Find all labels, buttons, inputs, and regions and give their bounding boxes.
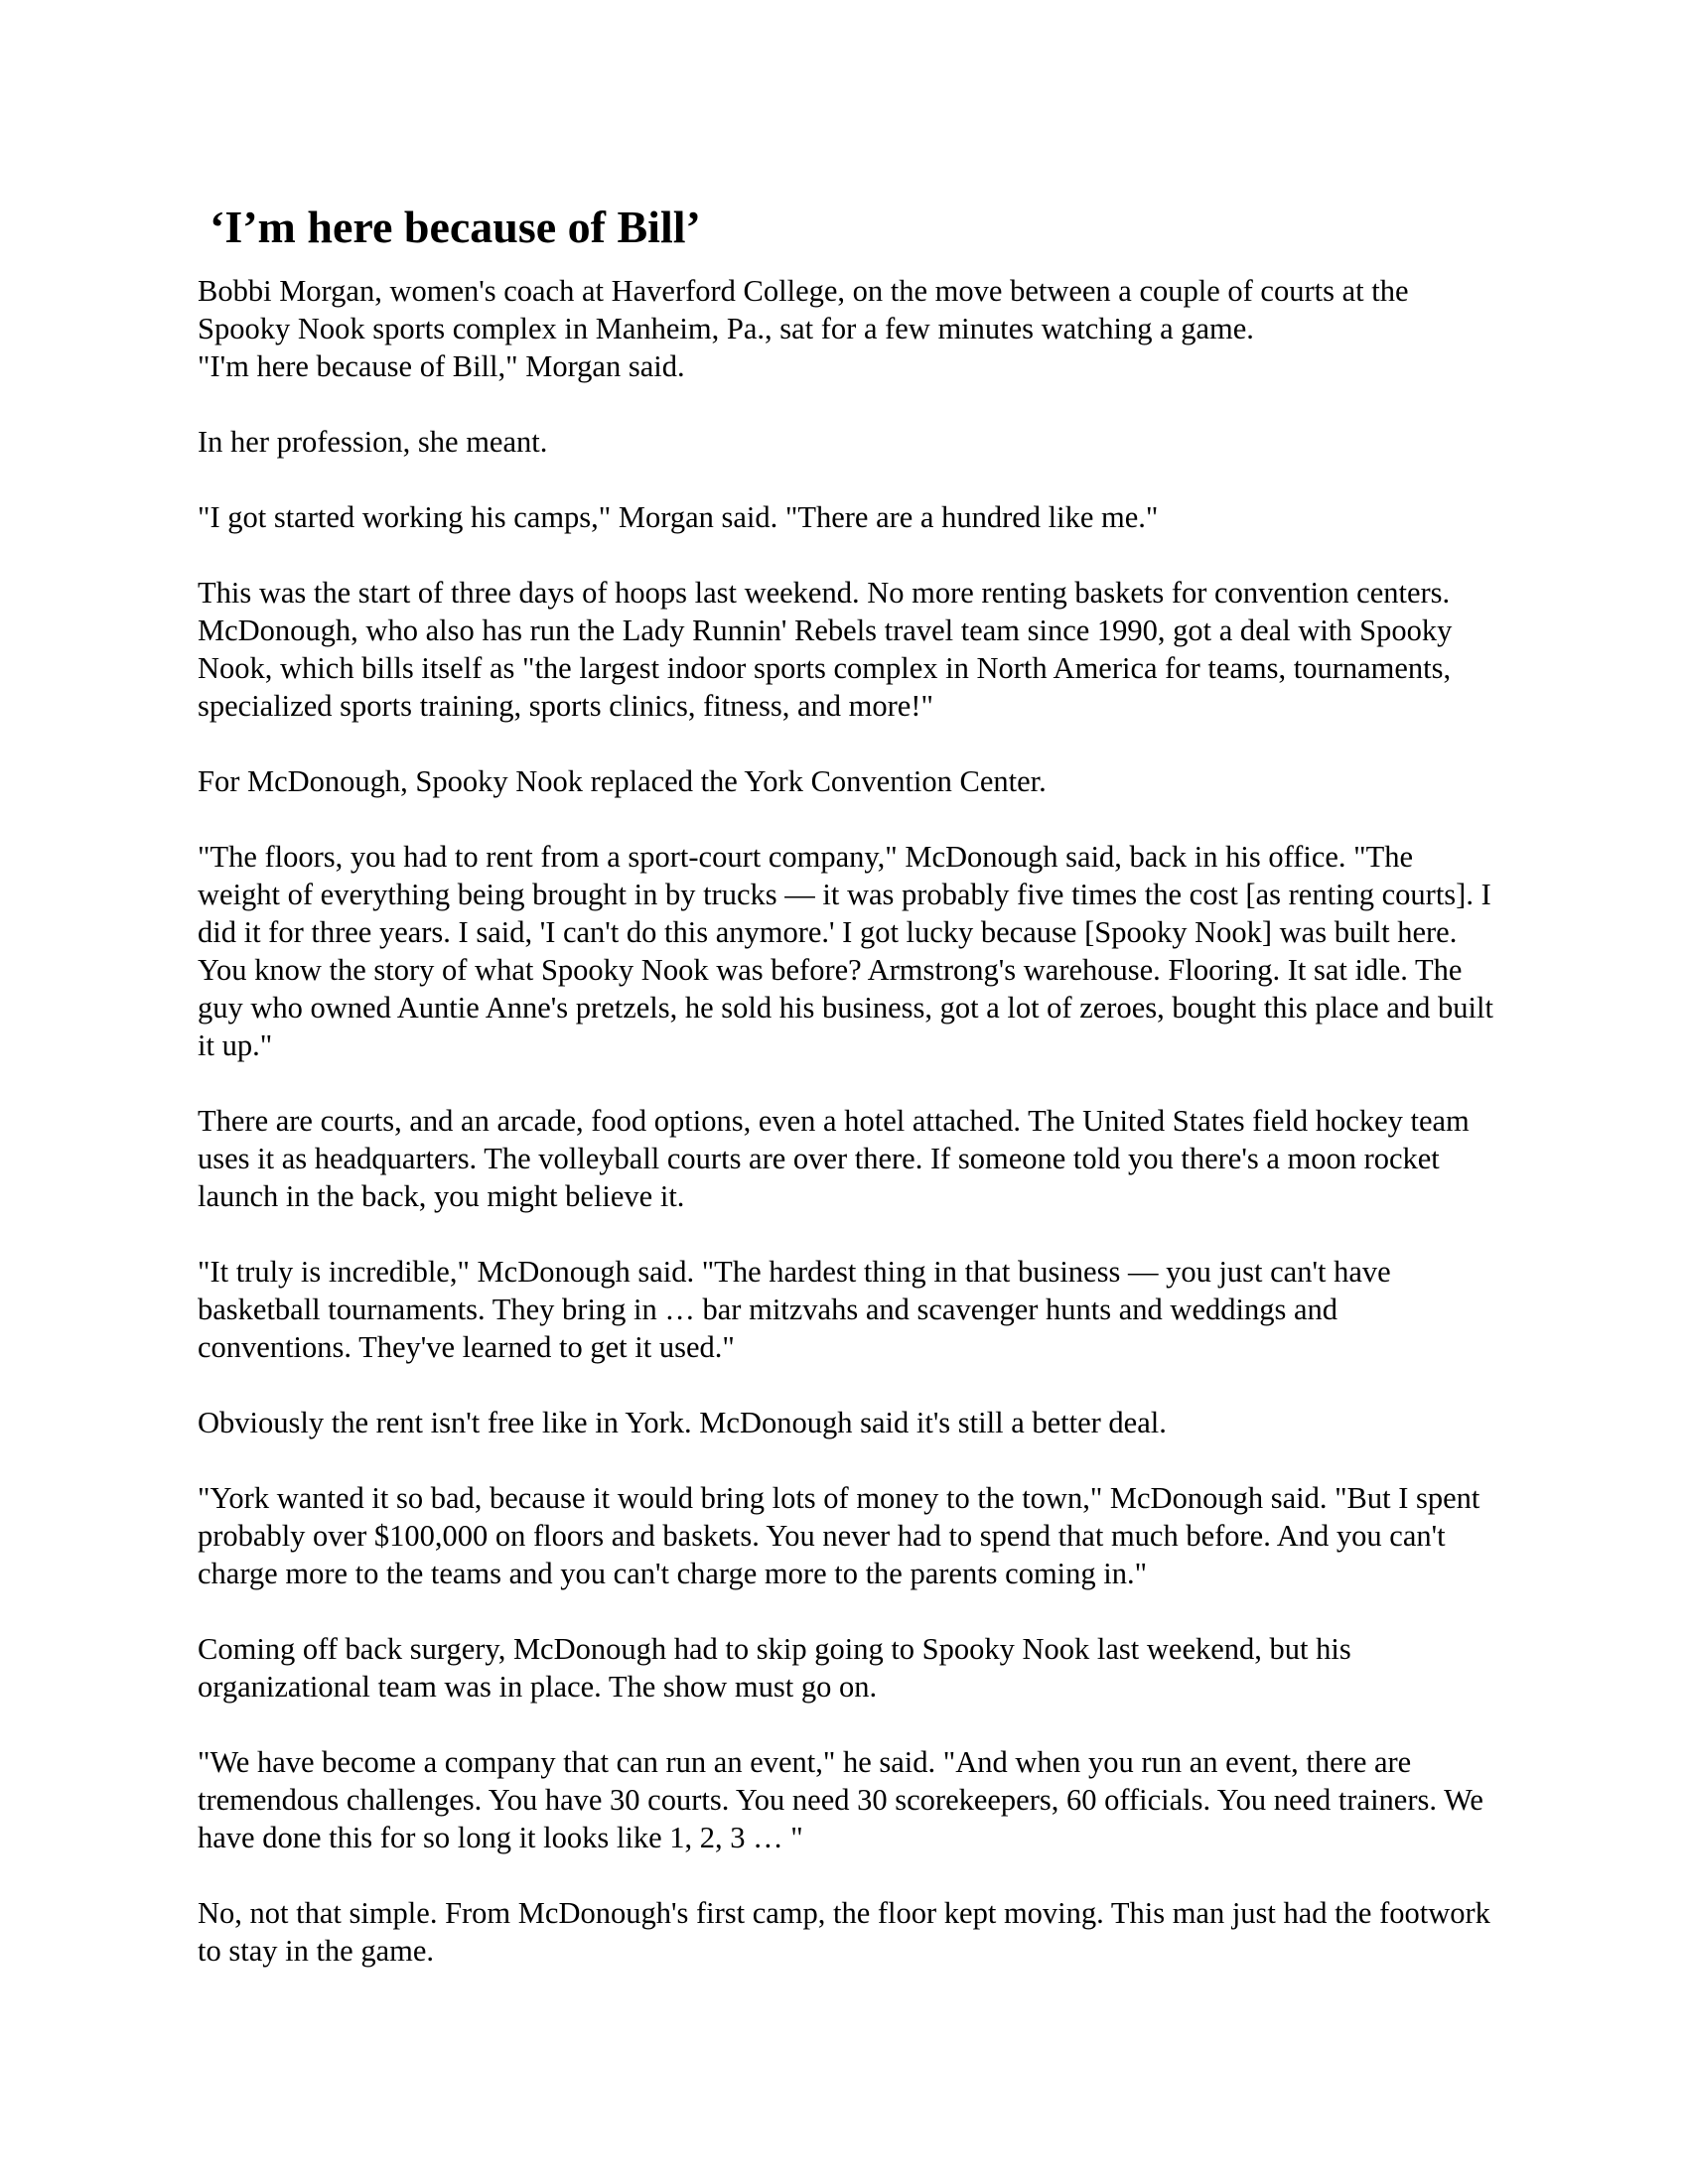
paragraph: "I'm here because of Bill," Morgan said. [198,349,685,383]
paragraph: This was the start of three days of hoops last weekend. No more renting baskets for convention centers. McDonough, who also has run the Lady Runnin' Rebels travel team since 1990, got a deal with Spooky Nook, which bills itself as "the largest indoor sports complex in North America for teams, tournaments, specialized sports training, sports clinics, fitness, and more!" [198,576,1453,723]
paragraph: "The floors, you had to rent from a sport-court company," McDonough said, back in his office. "The weight of everything being brought in by trucks — it was probably five times the cost [as renting courts]. I did it for three years. I said, 'I can't do this anymore.' I got lucky because [Spooky Nook] was built here. You know the story of what Spooky Nook was before? Armstrong's warehouse. Flooring. It sat idle. The guy who owned Auntie Anne's pretzels, he sold his business, got a lot of zeroes, bought this place and built it up." [198,840,1493,1062]
paragraph: "York wanted it so bad, because it would bring lots of money to the town," McDonough said. "But I spent probably over $100,000 on floors and baskets. You never had to spend that much before. And you can't charge more to the teams and you can't charge more to the parents coming in." [198,1481,1480,1590]
paragraph: Bobbi Morgan, women's coach at Haverford College, on the move between a couple of courts at the Spooky Nook sports complex in Manheim, Pa., sat for a few minutes watching a game. [198,274,1409,345]
paragraph: There are courts, and an arcade, food options, even a hotel attached. The United States field hockey team uses it as headquarters. The volleyball courts are over there. If someone told you there's a moon rocket launch in the back, you might believe it. [198,1104,1470,1213]
paragraph: No, not that simple. From McDonough's first camp, the floor kept moving. This man just had the footwork to stay in the game. [198,1896,1490,1968]
paragraph: Coming off back surgery, McDonough had to skip going to Spooky Nook last weekend, but his organizational team was in place. The show must go on. [198,1632,1351,1704]
paragraph: For McDonough, Spooky Nook replaced the York Convention Center. [198,764,1047,798]
article-title: ‘I’m here because of Bill’ [210,202,701,252]
paragraph: Obviously the rent isn't free like in York. McDonough said it's still a better deal. [198,1406,1167,1439]
paragraph: "I got started working his camps," Morgan said. "There are a hundred like me." [198,500,1159,534]
paragraph: "It truly is incredible," McDonough said. "The hardest thing in that business — you just can't have basketball tournaments. They bring in … bar mitzvahs and scavenger hunts and weddings and conventions. They've learned to get it used." [198,1255,1391,1364]
article-body [198,199,1498,1970]
paragraph: "We have become a company that can run an event," he said. "And when you run an event, there are tremendous challenges. You have 30 courts. You need 30 scorekeepers, 60 officials. You need trainers. We have done this for so long it looks like 1, 2, 3 … " [198,1745,1483,1854]
paragraph: In her profession, she meant. [198,425,548,459]
